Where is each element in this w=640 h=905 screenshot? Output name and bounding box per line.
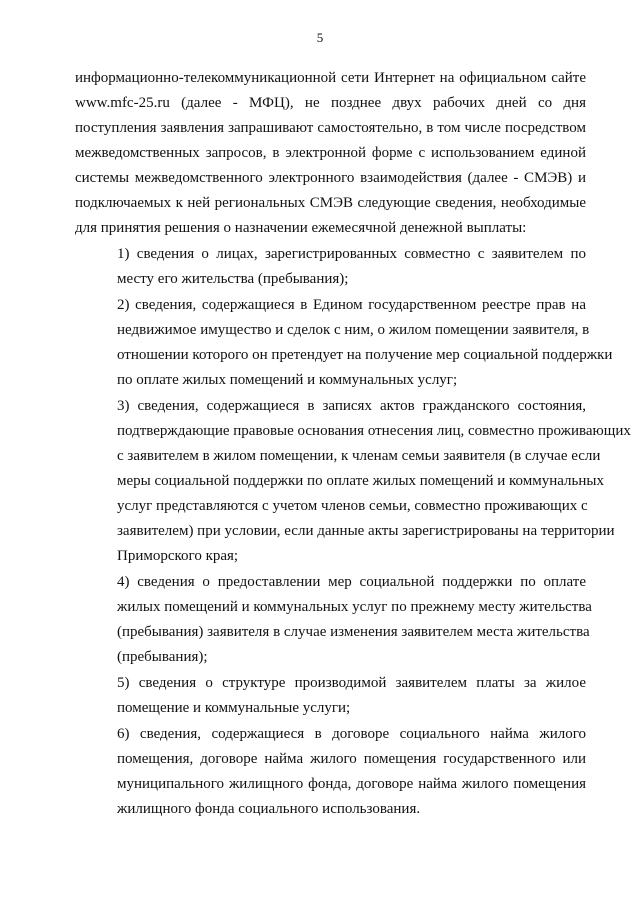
list-item-3	[75, 394, 631, 569]
text-line: www.mfc-25.ru (далее - МФЦ), не позднее двух рабочих дней со дня	[75, 95, 586, 111]
text-line: жилищного фонда социального использования.	[117, 801, 421, 817]
list-item-4	[75, 570, 592, 670]
list-item-1	[75, 242, 586, 292]
text-line: (пребывания);	[117, 649, 208, 665]
text-line: месту его жительства (пребывания);	[117, 271, 349, 287]
text-line: помещение и коммунальные услуги;	[117, 700, 351, 716]
list-item-2	[75, 293, 613, 393]
text-line: подтверждающие правовые основания отнесения лиц, совместно проживающих	[117, 423, 631, 439]
text-line: 1) сведения о лицах, зарегистрированных совместно с заявителем по	[117, 246, 586, 262]
text-line: информационно-телекоммуникационной сети Интернет на официальном сайте	[75, 70, 586, 86]
text-line: подключаемых к ней региональных СМЭВ следующие сведения, необходимые	[75, 195, 586, 211]
text-line: 2) сведения, содержащиеся в Едином государственном реестре прав на	[117, 297, 586, 313]
text-line: системы межведомственного электронного взаимодействия (далее - СМЭВ) и	[75, 170, 586, 186]
document-body	[75, 66, 631, 823]
list-item-5	[75, 671, 586, 721]
paragraph-intro	[75, 66, 586, 241]
text-line: межведомственных запросов, в электронной форме с использованием единой	[75, 145, 586, 161]
text-line: (пребывания) заявителя в случае изменения заявителем места жительства	[117, 624, 590, 640]
list-item-6	[75, 722, 586, 822]
text-line: помещения, договоре найма жилого помещения государственного или	[117, 751, 586, 767]
text-line: меры социальной поддержки по оплате жилых помещений и коммунальных	[117, 473, 604, 489]
text-line: муниципального жилищного фонда, договоре найма жилого помещения	[117, 776, 586, 792]
text-line: по оплате жилых помещений и коммунальных услуг;	[117, 372, 458, 388]
page-number: 5	[316, 30, 324, 45]
text-line: 6) сведения, содержащиеся в договоре социального найма жилого	[117, 726, 586, 742]
text-line: заявителем) при условии, если данные акты зарегистрированы на территории	[117, 523, 615, 539]
text-line: 5) сведения о структуре производимой заявителем платы за жилое	[117, 675, 586, 691]
text-line: жилых помещений и коммунальных услуг по прежнему месту жительства	[117, 599, 592, 615]
text-line: 3) сведения, содержащиеся в записях актов гражданского состояния,	[117, 398, 586, 414]
text-line: 4) сведения о предоставлении мер социальной поддержки по оплате	[117, 574, 586, 590]
text-line: услуг представляются с учетом членов семьи, совместно проживающих с	[117, 498, 588, 514]
text-line: для принятия решения о назначении ежемесячной денежной выплаты:	[75, 220, 527, 236]
text-line: поступления заявления запрашивают самостоятельно, в том числе посредством	[75, 120, 586, 136]
text-line: Приморского края;	[117, 548, 239, 564]
text-line: с заявителем в жилом помещении, к членам семьи заявителя (в случае если	[117, 448, 601, 464]
text-line: недвижимое имущество и сделок с ним, о жилом помещении заявителя, в	[117, 322, 590, 338]
text-line: отношении которого он претендует на получение мер социальной поддержки	[117, 347, 613, 363]
